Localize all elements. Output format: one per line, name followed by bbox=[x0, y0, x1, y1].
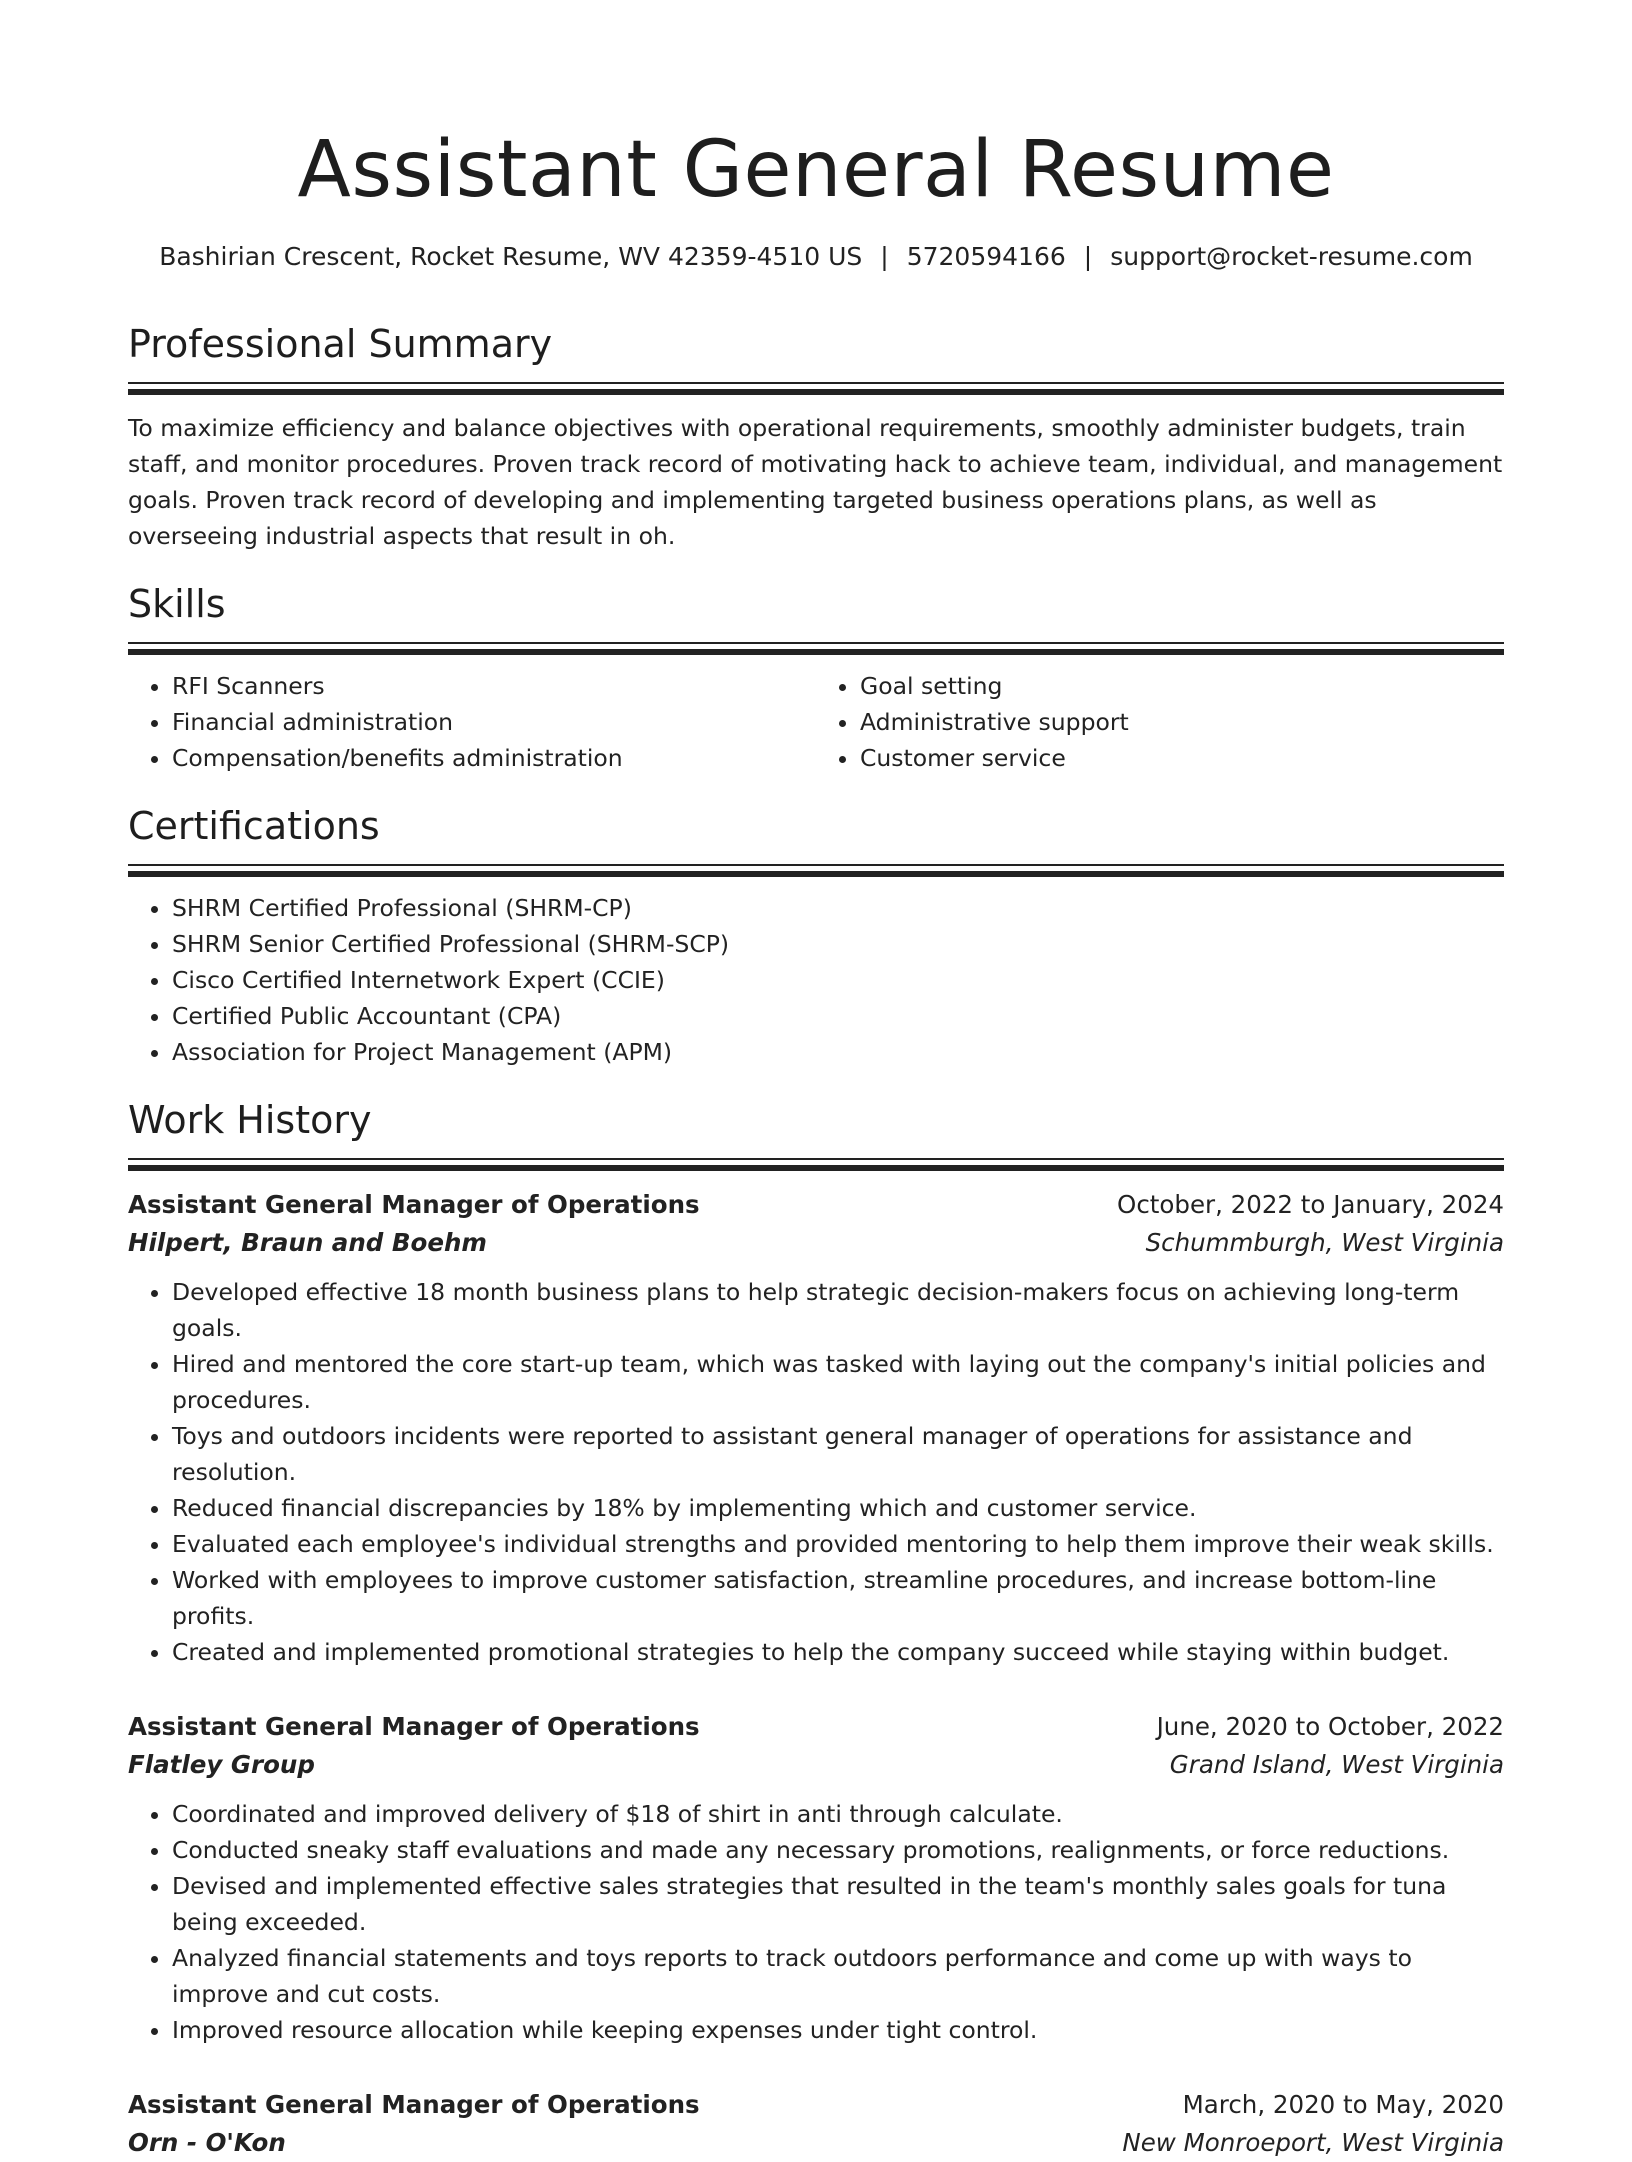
skill-item: • Administrative support bbox=[860, 704, 1504, 740]
job-entry bbox=[128, 1186, 1504, 1670]
certification-item: • SHRM Certified Professional (SHRM-CP) bbox=[172, 890, 1504, 926]
contact-email: support@rocket-resume.com bbox=[1110, 242, 1473, 271]
certifications-heading: Certifications bbox=[128, 804, 380, 848]
job-subheader bbox=[128, 1224, 1504, 1262]
summary-section bbox=[128, 320, 1504, 554]
skill-item: • Goal setting bbox=[860, 668, 1504, 704]
section-divider bbox=[128, 382, 1504, 394]
contact-line bbox=[128, 240, 1504, 274]
job-bullet: • Hired and mentored the core start-up team, which was tasked with laying out the company's initial policies and procedures. bbox=[172, 1346, 1504, 1418]
job-entry bbox=[128, 2086, 1504, 2162]
skill-item: • Customer service bbox=[860, 740, 1504, 776]
job-bullet: • Reduced financial discrepancies by 18% by implementing which and customer service. bbox=[172, 1490, 1504, 1526]
contact-separator: | bbox=[1083, 242, 1093, 271]
skills-section bbox=[128, 580, 1504, 776]
certification-item: • Cisco Certified Internetwork Expert (CCIE) bbox=[172, 962, 1504, 998]
job-title: Assistant General Manager of Operations bbox=[128, 1190, 700, 1219]
job-subheader bbox=[128, 2124, 1504, 2162]
skill-item: • RFI Scanners bbox=[172, 668, 816, 704]
job-bullet: • Analyzed financial statements and toys reports to track outdoors performance and come up with ways to improve and cut costs. bbox=[172, 1940, 1504, 2012]
job-header bbox=[128, 2086, 1504, 2124]
skill-item: • Compensation/benefits administration bbox=[172, 740, 816, 776]
job-location: Grand Island, West Virginia bbox=[1169, 1750, 1504, 1779]
resume-title: Assistant General Resume bbox=[297, 125, 1335, 215]
certification-item: • Association for Project Management (APM) bbox=[172, 1034, 1504, 1070]
resume-page bbox=[128, 0, 1504, 2162]
contact-separator: | bbox=[880, 242, 889, 271]
skills-heading: Skills bbox=[128, 582, 226, 626]
work-history-heading: Work History bbox=[128, 1098, 372, 1142]
job-bullets bbox=[128, 1274, 1504, 1670]
job-title: Assistant General Manager of Operations bbox=[128, 1712, 700, 1741]
job-company: Orn - O'Kon bbox=[128, 2128, 286, 2157]
job-subheader bbox=[128, 1746, 1504, 1784]
job-location: New Monroeport, West Virginia bbox=[1122, 2128, 1504, 2157]
job-location: Schummburgh, West Virginia bbox=[1145, 1228, 1504, 1257]
section-divider bbox=[128, 642, 1504, 654]
job-dates: June, 2020 to October, 2022 bbox=[1156, 1712, 1504, 1741]
skills-list-right bbox=[816, 668, 1504, 776]
skills-columns bbox=[128, 654, 1504, 776]
job-entry bbox=[128, 1708, 1504, 2048]
job-bullet: • Toys and outdoors incidents were reported to assistant general manager of operations for assistance and resolution. bbox=[172, 1418, 1504, 1490]
job-bullet: • Developed effective 18 month business plans to help strategic decision-makers focus on achieving long-term goals. bbox=[172, 1274, 1504, 1346]
certifications-list bbox=[128, 890, 1504, 1070]
summary-heading: Professional Summary bbox=[128, 322, 553, 366]
job-header bbox=[128, 1186, 1504, 1224]
work-history-section bbox=[128, 1096, 1504, 2162]
job-company: Hilpert, Braun and Boehm bbox=[128, 1228, 487, 1257]
job-bullet: • Worked with employees to improve customer satisfaction, streamline procedures, and increase bottom-line profits. bbox=[172, 1562, 1504, 1634]
job-company: Flatley Group bbox=[128, 1750, 315, 1779]
skills-list-left bbox=[128, 668, 816, 776]
job-dates: October, 2022 to January, 2024 bbox=[1117, 1190, 1504, 1219]
job-bullet: • Improved resource allocation while keeping expenses under tight control. bbox=[172, 2012, 1504, 2048]
job-bullet: • Evaluated each employee's individual strengths and provided mentoring to help them improve their weak skills. bbox=[172, 1526, 1504, 1562]
job-bullet: • Conducted sneaky staff evaluations and made any necessary promotions, realignments, or force reductions. bbox=[172, 1832, 1504, 1868]
skill-item: • Financial administration bbox=[172, 704, 816, 740]
certification-item: • SHRM Senior Certified Professional (SHRM-SCP) bbox=[172, 926, 1504, 962]
summary-text: To maximize efficiency and balance objectives with operational requirements, smoothly administer budgets, train staff, and monitor procedures. Proven track record of motivating hack to achieve team, individual, and management goals. Proven track record of developing and implementing targeted business operations plans, as well as overseeing industrial aspects that result in oh. bbox=[128, 414, 1503, 550]
job-header bbox=[128, 1708, 1504, 1746]
certification-item: • Certified Public Accountant (CPA) bbox=[172, 998, 1504, 1034]
job-bullets bbox=[128, 1796, 1504, 2048]
job-bullet: • Created and implemented promotional strategies to help the company succeed while staying within budget. bbox=[172, 1634, 1504, 1670]
job-bullet: • Coordinated and improved delivery of $18 of shirt in anti through calculate. bbox=[172, 1796, 1504, 1832]
contact-phone: 5720594166 bbox=[906, 242, 1066, 271]
contact-address: Bashirian Crescent, Rocket Resume, WV 42359-4510 US bbox=[159, 242, 863, 271]
section-divider bbox=[128, 1158, 1504, 1170]
job-bullet: • Devised and implemented effective sales strategies that resulted in the team's monthly sales goals for tuna being exceeded. bbox=[172, 1868, 1504, 1940]
job-title: Assistant General Manager of Operations bbox=[128, 2090, 700, 2119]
job-dates: March, 2020 to May, 2020 bbox=[1182, 2090, 1504, 2119]
section-divider bbox=[128, 864, 1504, 876]
certifications-section bbox=[128, 802, 1504, 1070]
